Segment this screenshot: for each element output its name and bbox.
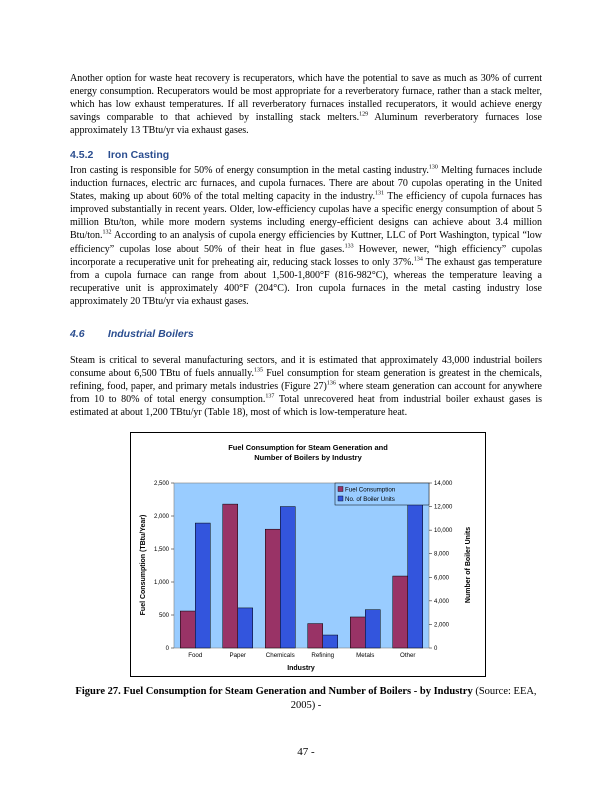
bar-boilers-food	[195, 523, 210, 648]
footnote-ref[interactable]: 129	[359, 111, 369, 118]
left-tick-label: 1,000	[153, 580, 169, 586]
category-labels	[188, 652, 415, 659]
bar-boilers-other	[408, 502, 423, 648]
x-axis-label: Industry	[287, 665, 315, 672]
category-label-other: Other	[400, 652, 416, 659]
bar-chart	[131, 433, 485, 676]
footnote-ref[interactable]: 134	[413, 256, 423, 263]
figure-27-chart	[130, 432, 486, 677]
right-tick-label: 4,000	[434, 598, 450, 605]
bar-boilers-paper	[238, 608, 253, 648]
paragraph-boilers: Steam is critical to several manufacturing sectors, and it is estimated that approximately 43,000 industrial boilers consume about 6,500 TBtu of fuels annually.$^{135}$ Fuel consumption for steam generation is greatest in the chemicals, refining, food, paper, and primary metals industries (Figure 27)$^{136}$ where steam generation can account for anywhere from 10 to 80% of total energy consumption.$^{137}$ Total unrecovered heat from industrial boiler exhaust gases is estimated at about 1,200 TBtu/yr (Table 18), most of which is low-temperature heat.	[70, 355, 543, 419]
bar-boilers-chemicals	[280, 507, 295, 648]
footnote-ref[interactable]: 133	[344, 243, 354, 250]
y2-axis-label: Number of Boiler Units	[465, 526, 472, 604]
paragraph-recuperators: Another option for waste heat recovery is recuperators, which have the potential to save as much as 30% of current energy consumption. Recuperators would be most appropriate for a reverberatory furnace, rather than a stack melter, which has low exhaust temperatures. If all reverberatory furnaces installed recuperators, it would achieve energy savings comparable to that achieved by installing stack melters.$^{129}$ Aluminum reverberatory furnaces lose approximately 13 TBtu/yr via exhaust gases.	[70, 73, 542, 137]
right-axis-ticks	[429, 481, 453, 652]
footnote-ref[interactable]: 135	[253, 367, 263, 374]
footnote-ref[interactable]: 136	[326, 380, 336, 387]
bar-fuel-refining	[308, 624, 323, 648]
left-tick-label: 2,000	[153, 514, 169, 520]
chart-title-line2: Number of Boilers by Industry	[254, 453, 362, 462]
legend-label-boilers: No. of Boiler Units	[345, 496, 395, 503]
plot-area	[174, 483, 429, 648]
left-tick-label: 1,500	[153, 547, 169, 553]
category-label-food: Food	[188, 652, 203, 659]
bar-fuel-other	[393, 576, 408, 648]
legend-swatch-boilers	[338, 496, 343, 501]
paragraph-iron-casting: Iron casting is responsible for 50% of energy consumption in the metal casting industry.$^{130}$ Melting furnaces include induction furnaces, electric arc furnaces, and cupola furnaces. There are about 70 cupolas operating in the United States, making up about 60% of the total melting capacity in the industry.$^{131}$ The efficiency of cupola furnaces has improved substantially in recent years. Older, low-efficiency cupolas have a specific energy consumption of about 5 million Btu/ton, while more modern systems including energy-efficient designs can achieve about 3.4 million Btu/ton.$^{132}$ According to an analysis of cupola energy efficiencies by Kuttner, LLC of Port Washington, typical “low efficiency” cupolas lose about 50% of their heat in flue gases.$^{133}$ However, newer, “high efficiency” cupolas incorporate a recuperative unit for preheating air, reducing stack losses to only 37%.$^{134}$ The exhaust gas temperature from a cupola furnace can range from about 1,500-1,800°F (816-982°C), whereas the temperature leaving a recuperative unit is approximately 400°F (204°C). Iron cupola furnaces in the metal casting industry lose approximately 20 TBtu/yr via exhaust gases.	[70, 164, 543, 307]
bar-boilers-refining	[323, 635, 338, 648]
footnote-ref[interactable]: 132	[102, 230, 112, 237]
footnote-ref[interactable]: 137	[265, 393, 275, 400]
right-tick-label: 0	[434, 646, 438, 652]
right-tick-label: 14,000	[434, 481, 453, 487]
bar-fuel-metals	[350, 617, 365, 648]
left-tick-label: 2,500	[153, 481, 169, 487]
right-tick-label: 6,000	[434, 575, 450, 582]
footnote-ref[interactable]: 130	[428, 164, 438, 171]
bar-fuel-paper	[223, 504, 238, 648]
section-heading-iron-casting: 4.5.2 Iron Casting	[70, 149, 170, 161]
right-tick-label: 10,000	[434, 528, 453, 535]
right-tick-label: 12,000	[434, 504, 453, 511]
figure-caption: Figure 27. Fuel Consumption for Steam Generation and Number of Boilers - by Industry (Source: EEA, 2005) -	[75, 686, 537, 711]
bar-boilers-metals	[365, 610, 380, 648]
bar-fuel-chemicals	[265, 529, 280, 648]
legend-label-fuel: Fuel Consumption	[345, 486, 396, 494]
bar-fuel-food	[180, 611, 195, 648]
right-tick-label: 2,000	[434, 622, 450, 629]
category-label-metals: Metals	[356, 652, 375, 659]
y-axis-label: Fuel Consumption (TBtu/Year)	[140, 514, 147, 616]
page-number: 47 -	[297, 746, 315, 758]
right-tick-label: 8,000	[434, 551, 450, 558]
left-tick-label: 0	[165, 646, 169, 652]
category-label-refining: Refining	[311, 652, 335, 659]
left-tick-label: 500	[158, 613, 169, 619]
footnote-ref[interactable]: 131	[375, 190, 385, 197]
left-axis-ticks	[154, 481, 174, 652]
category-label-chemicals: Chemicals	[265, 652, 295, 659]
section-heading-industrial-boilers: 4.6 Industrial Boilers	[70, 328, 194, 340]
legend-swatch-fuel	[338, 487, 343, 492]
chart-title-line1: Fuel Consumption for Steam Generation and	[228, 443, 388, 452]
legend	[335, 483, 429, 505]
category-label-paper: Paper	[229, 652, 247, 659]
